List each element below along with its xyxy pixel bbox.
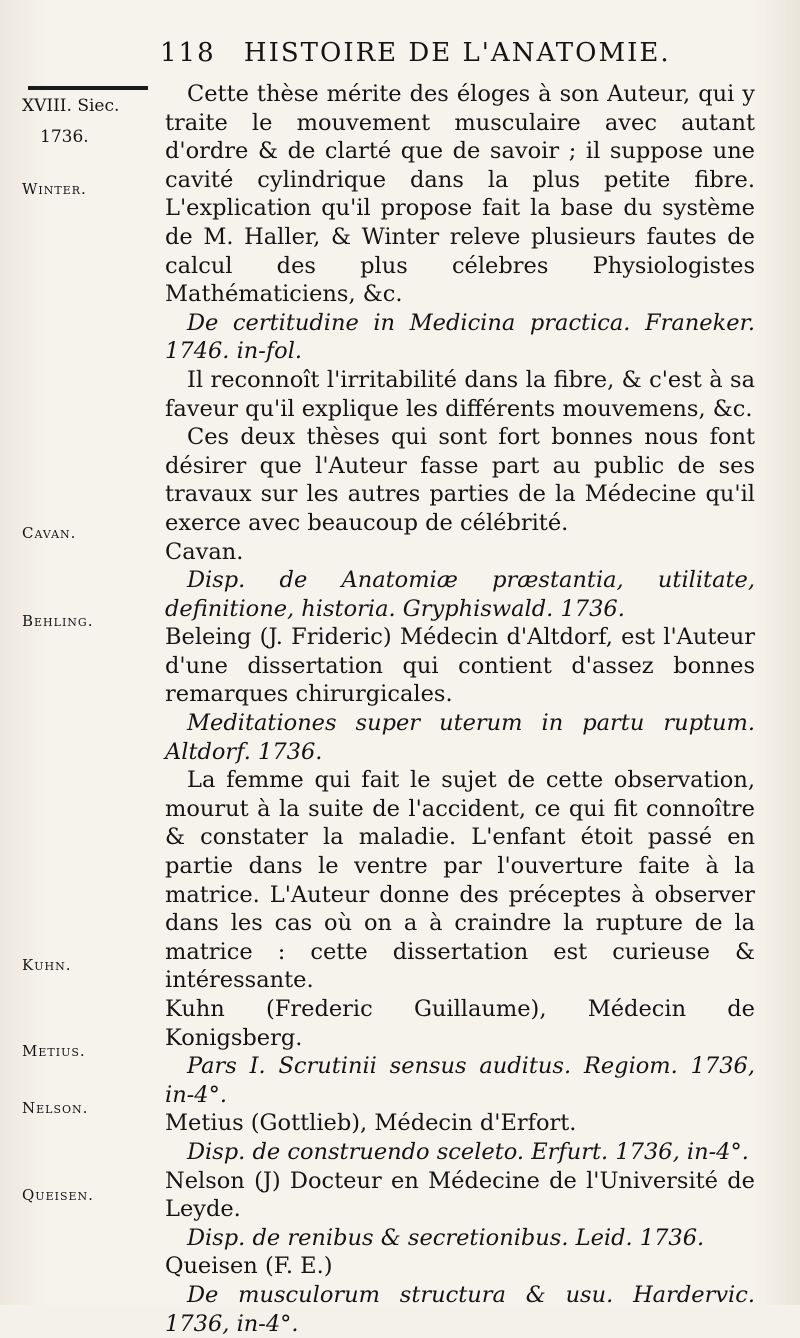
citation-queisen: De musculorum structura & usu. Hardervic. 1736, in-4°. (165, 1281, 755, 1337)
paragraph-deux-theses: Ces deux thèses qui sont fort bonnes nous font désirer que l'Auteur fasse part au public de ses travaux sur les autres parties de la Médecine qu'il exerce avec beaucoup de célébrité. (165, 424, 755, 536)
page-number: 118 (160, 38, 216, 68)
running-header (160, 38, 680, 68)
paragraph-observation: La femme qui fait le sujet de cette observation, mourut à la suite de l'accident, ce qui fit connoître & constater la maladie. L'enfant étoit passé en partie dans le ventre par l'ouverture faite à la matrice. L'Auteur donne des préceptes à observer dans les cas où on a à craindre la rupture de la matrice : cette dissertation est curieuse & intéressante. (165, 767, 755, 994)
margin-queisen: Queisen. (22, 1186, 94, 1204)
entry-nelson: Nelson (J) Docteur en Médecine de l'Université de Leyde. (165, 1167, 755, 1223)
paragraph-irritabilite: Il reconnoît l'irritabilité dans la fibre, & c'est à sa faveur qu'il explique les différents mouvemens, &c. (165, 366, 755, 422)
citation-nelson: Disp. de renibus & secretionibus. Leid. 1736. (187, 1224, 705, 1251)
margin-century: XVIII. Siec. (22, 96, 120, 116)
paragraph-winter-thesis: Cette thèse mérite des éloges à son Auteur, qui y traite le mouvement musculaire avec autant d'ordre & de clarté que de savoir ; il suppose une cavité cylindrique dans la plus petite fibre. L'explication qu'il propose fait la base du système de M. Haller, & Winter releve plusieurs fautes de calcul des plus célebres Physiologistes Mathématiciens, &c. (165, 81, 755, 308)
citation-metius: Disp. de construendo sceleto. Erfurt. 1736, in-4°. (187, 1138, 749, 1165)
citation-behling: Meditationes super uterum in partu ruptum. Altdorf. 1736. (165, 710, 755, 765)
margin-kuhn: Kuhn. (22, 956, 72, 974)
running-title: HISTOIRE DE L'ANATOMIE. (243, 38, 671, 68)
citation-certitudine: De certitudine in Medicina practica. Franeker. 1746. in-fol. (165, 309, 755, 365)
entry-behling: Beleing (J. Frideric) Médecin d'Altdorf, est l'Auteur d'une dissertation qui contient d'assez bonnes remarques chirurgicales. (165, 624, 755, 708)
margin-cavan: Cavan. (22, 524, 77, 542)
entry-metius: Metius (Gottlieb), Médecin d'Erfort. (165, 1110, 577, 1137)
margin-nelson: Nelson. (22, 1099, 89, 1117)
entry-queisen: Queisen (F. E.) (165, 1253, 333, 1280)
citation-cavan: Disp. de Anatomiæ præstantia, utilitate, definitione, historia. Gryphiswald. 1736. (165, 567, 755, 622)
margin-winter: Winter. (22, 180, 87, 198)
margin-behling: Behling. (22, 612, 94, 630)
entry-kuhn: Kuhn (Frederic Guillaume), Médecin de Konigsberg. (165, 996, 755, 1051)
entry-cavan: Cavan. (165, 538, 244, 565)
header-rule (28, 86, 148, 90)
margin-metius: Metius. (22, 1042, 86, 1060)
margin-year: 1736. (40, 127, 89, 147)
body-text (165, 80, 755, 1338)
citation-kuhn: Pars I. Scrutinii sensus auditus. Regiom. 1736, in-4°. (165, 1053, 755, 1108)
